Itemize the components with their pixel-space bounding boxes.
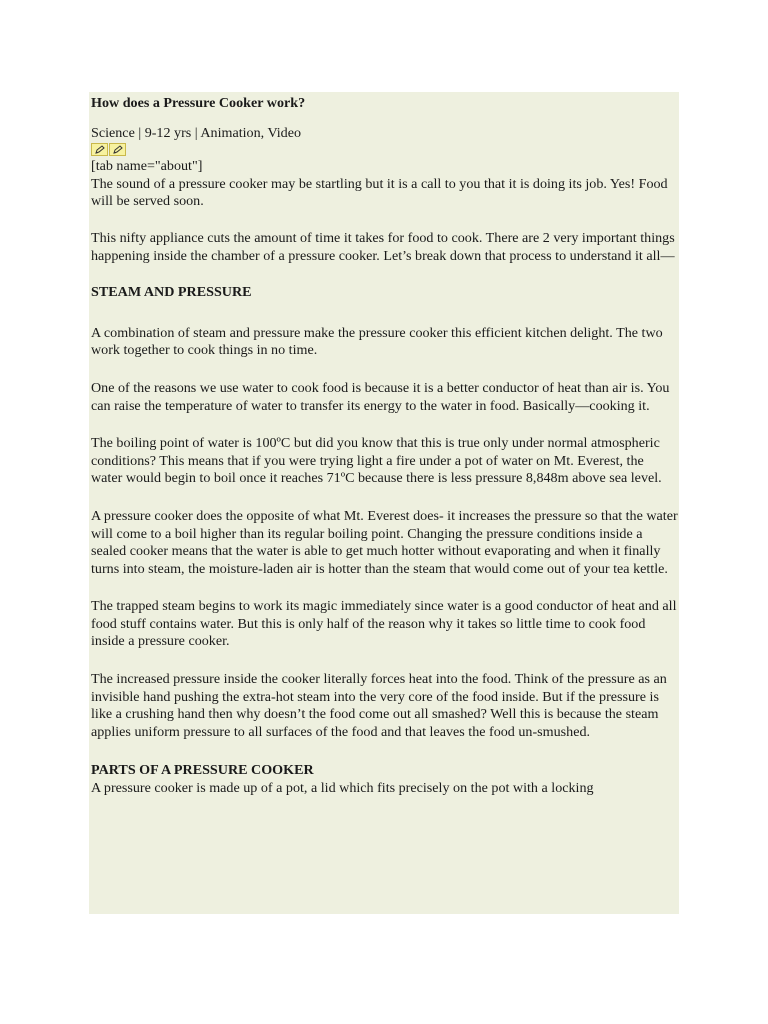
pencil-icon[interactable]	[109, 143, 126, 156]
pencil-icon[interactable]	[91, 143, 108, 156]
intro-paragraph-2: This nifty appliance cuts the amount of time it takes for food to cook. There are 2 very important things happening inside the chamber of a pressure cooker. Let’s break down that process to understand it all—	[91, 229, 675, 264]
tab-shortcode-text: [tab name="about"]	[91, 158, 203, 175]
icon-row	[91, 143, 678, 157]
article-title: How does a Pressure Cooker work?	[91, 95, 306, 111]
article-meta: Science | 9-12 yrs | Animation, Video	[91, 124, 302, 141]
document-page	[89, 92, 679, 914]
section-heading-parts-of-a-pressure-cooker: PARTS OF A PRESSURE COOKER	[91, 762, 314, 779]
paragraph-1: A combination of steam and pressure make the pressure cooker this efficient kitchen delight. The two work together to cook things in no time.	[91, 324, 663, 359]
paragraph-6: The increased pressure inside the cooker literally forces heat into the food. Think of the pressure as an invisible hand pushing the extra-hot steam into the very core of the food inside. But if the pressure is like a crushing hand then why doesn’t the food come out all smashed? Well this is because the steam applies uniform pressure to all surfaces of the food and that leaves the food un-smushed.	[91, 671, 667, 740]
article-body	[89, 95, 679, 798]
paragraph-3: The boiling point of water is 100ºC but did you know that this is true only under normal atmospheric conditions? This means that if you were trying light a fire under a pot of water on Mt. Everest, the water would begin to boil once it reaches 71ºC because there is less pressure 8,848m above sea level.	[91, 435, 662, 487]
section-heading-steam-and-pressure: STEAM AND PRESSURE	[91, 284, 252, 301]
paragraph-5: The trapped steam begins to work its magic immediately since water is a good conductor of heat and all food stuff contains water. But this is only half of the reason why it takes so little time to cook food inside a pressure cooker.	[91, 598, 677, 650]
paragraph-4: A pressure cooker does the opposite of what Mt. Everest does- it increases the pressure so that the water will come to a boil higher than its regular boiling point. Changing the pressure conditions inside a sealed cooker means that the water is able to get much hotter without evaporating and when it finally turns into steam, the moisture-laden air is hotter than the steam that would come out of your tea kettle.	[91, 507, 678, 577]
paragraph-2: One of the reasons we use water to cook food is because it is a better conductor of heat than air is. You can raise the temperature of water to transfer its energy to the water in food. Basically—cooking it.	[91, 379, 670, 414]
paragraph-7: A pressure cooker is made up of a pot, a lid which fits precisely on the pot with a locking	[91, 780, 594, 797]
intro-paragraph-1: The sound of a pressure cooker may be startling but it is a call to you that it is doing its job. Yes! Food will be served soon.	[91, 175, 668, 210]
